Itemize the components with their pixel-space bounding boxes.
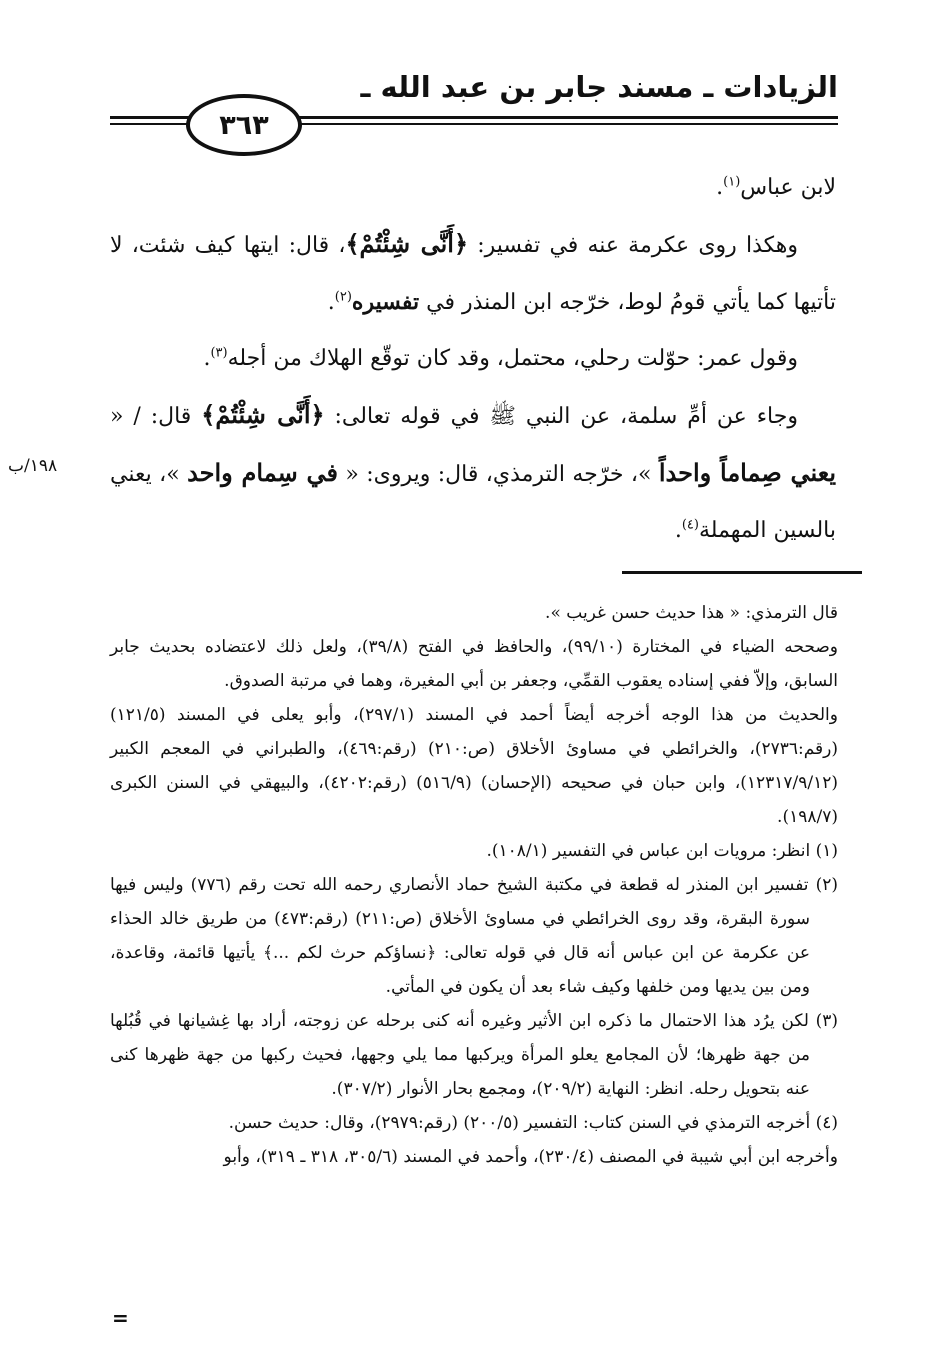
- footnote-ref-1: (١): [723, 174, 741, 190]
- footnote-2: (٢) تفسير ابن المنذر له قطعة في مكتبة الشيخ حماد الأنصاري رحمه الله تحت رقم (٧٧٦) وليس فيها سورة البقرة، وقد روى الخرائطي في مساوئ الأخلاق (ص:٢١١) (رقم:٤٧٣) من طريق خالد الحذاء عن عكرمة عن ابن عباس أنه قال في قوله تعالى: ﴿نساؤكم حرث لكم ...﴾ يأتيها قائمة، وقاعدة، ومن بين يديها ومن خلفها وكيف شاء بعد أن يكون في المأتي.: [110, 875, 838, 997]
- paragraph-1-text: لابن عباس: [740, 175, 836, 200]
- book-title: تفسيره: [351, 289, 420, 315]
- footnote-4-continued: وأخرجه ابن أبي شيبة في المصنف (٢٣٠/٤)، وأحمد في المسند (٣٠٥/٦، ٣١٨ ـ ٣١٩)، وأبو: [223, 1147, 838, 1167]
- page-number-oval: [186, 94, 302, 156]
- manuscript-folio-note: ١٩٨/ب: [8, 456, 58, 476]
- paragraph-1-end: .: [716, 175, 724, 200]
- footnote-3: (٣) لكن يرُد هذا الاحتمال ما ذكره ابن الأثير وغيره أنه كنى برحله عن زوجته، أراد بها غِشيانها في قُبُلها من جهة ظهرها؛ لأن المجامع يعلو المرأة ويركبها مما يلي وجهها، فحيث ركبها من جهة ظهرها كنى عنه بتحويل رحله. انظر: النهاية (٢٠٩/٢)، ومجمع بحار الأنوار (٣٠٧/٢).: [110, 1011, 838, 1099]
- footnote-continuation: وصححه الضياء في المختارة (٩٩/١٠)، والحافظ في الفتح (٣٩/٨)، ولعل ذلك لاعتضاده بحديث جابر السابق، وإلاّ ففي إسناده يعقوب القمِّي، وجعفر بن أبي المغيرة، وهما في مرتبة الصدوق.: [110, 637, 838, 691]
- quran-quote: ﴿أَنَّى شِئْتُمْ﴾: [345, 229, 469, 258]
- footnote-continuation: قال الترمذي: « هذا حديث حسن غريب ».: [545, 603, 838, 623]
- paragraph-2-text-a: وهكذا روى عكرمة عنه في تفسير:: [468, 233, 799, 258]
- paragraph-2: [110, 216, 836, 331]
- hadith-phrase-variant: في سِمام واحد: [187, 458, 338, 487]
- paragraph-1: [110, 160, 836, 216]
- paragraph-4-end: .: [674, 518, 682, 543]
- running-header-title: الزيادات ـ مسند جابر بن عبد الله ـ: [360, 70, 838, 104]
- footnote-ref-2: (٢): [334, 289, 352, 305]
- paragraph-4-text-d: »، خرّجه الترمذي، قال: ويروى: «: [337, 462, 659, 487]
- footnote-continuation: والحديث من هذا الوجه أخرجه أيضاً أحمد في المسند (٢٩٧/١)، وأبو يعلى في المسند (١٢١/٥) (رقم:٢٧٣٦)، والخرائطي في مساوئ الأخلاق (ص:٢١٠) (رقم:٤٦٩)، والطبراني في المعجم الكبير (١٢٣١٧/٩/١٢)، وابن حبان في صحيحه (الإحسان) (٥١٦/٩) (رقم:٤٢٠٢)، والبيهقي في السنن الكبرى (١٩٨/٧).: [110, 705, 839, 827]
- paragraph-4: [110, 387, 836, 559]
- paragraph-4-text-a: وجاء عن أمِّ سلمة، عن النبي ﷺ في قوله تعالى:: [324, 404, 798, 429]
- quran-quote: ﴿أَنَّى شِئْتُمْ﴾: [201, 400, 325, 429]
- paragraph-3: [110, 331, 836, 387]
- hadith-phrase: يعني صِماماً واحداً: [658, 458, 837, 487]
- footnote-1: (١) انظر: مرويات ابن عباس في التفسير (١٠٨/١).: [486, 841, 838, 861]
- footnote-ref-3: (٣): [210, 345, 228, 361]
- footnote-4: (٤) أخرجه الترمذي في السنن كتاب: التفسير (٢٠٠/٥) (رقم:٢٩٧٩)، وقال: حديث حسن.: [228, 1113, 838, 1133]
- paragraph-4-text-b: قال: / «: [110, 404, 202, 429]
- paragraph-2-text-b: ، قال: ايتها كيف شئت، لا تأتيها كما يأتي قومُ لوط، خرّجه ابن المنذر في: [110, 233, 836, 315]
- paragraph-4-text-f: »، يعني بالسين المهملة: [110, 462, 836, 543]
- footnote-separator: [622, 571, 862, 574]
- continuation-mark: =: [112, 1306, 129, 1330]
- page-number: ٣٦٣: [219, 109, 269, 141]
- paragraph-2-end: .: [327, 290, 335, 315]
- footnote-ref-4: (٤): [681, 517, 699, 533]
- paragraph-3-text: وقول عمر: حوّلت رحلي، محتمل، وقد كان توقّع الهلاك من أجله: [227, 346, 798, 371]
- main-text: [110, 160, 836, 559]
- paragraph-3-end: .: [203, 346, 211, 371]
- footnotes: [110, 596, 838, 1174]
